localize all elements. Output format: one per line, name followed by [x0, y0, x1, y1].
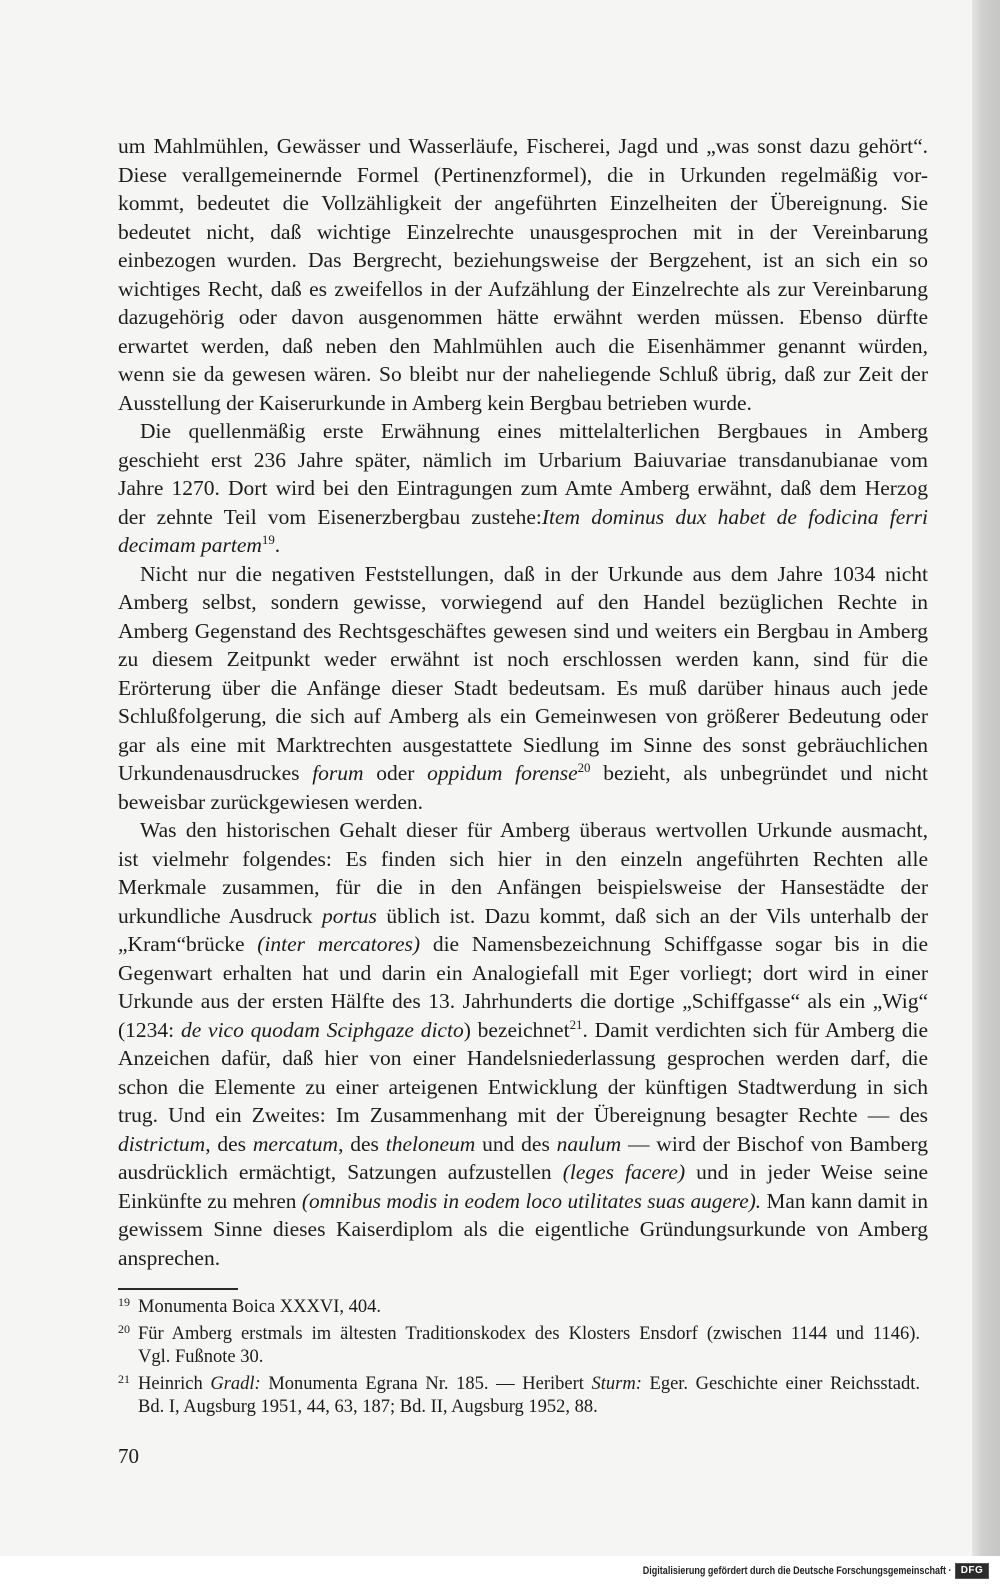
- text-line: [118, 1215, 928, 1244]
- text-run: , des: [338, 1131, 386, 1156]
- text-run: wichtiges Recht, daß es zweifellos in der Aufzählung der Einzelrechte als zur Vereinbarung: [118, 276, 928, 301]
- paragraph: [118, 417, 928, 560]
- text-run: gewissem Sinne dieses Kaiserdiplom als die eigentliche Gründungsurkunde von Amberg: [118, 1217, 928, 1241]
- paragraph: [118, 132, 928, 417]
- text-run: wenn sie da gewesen wären. So bleibt nur der naheliegende Schluß übrig, daß zur Zeit der: [118, 362, 928, 386]
- text-run: geschieht erst 236 Jahre später, nämlich im Urbarium Baiuvariae transdanubianae vom: [118, 447, 928, 472]
- text-line: [118, 1101, 928, 1130]
- italic-text: decimam partem: [118, 533, 262, 557]
- text-run: Jahre 1270. Dort wird bei den Eintragungen zum Amte Amberg erwähnt, daß dem Herzog: [118, 476, 928, 500]
- text-line: [118, 617, 928, 646]
- text-run: Ausstellung der Kaiserurkunde in Amberg kein Bergbau betrieben wurde.: [118, 390, 752, 415]
- text-run: bedeutet nicht, daß wichtige Einzelrechte unausgesprochen mit in der Vereinbarung: [118, 219, 928, 244]
- footnote-line: [138, 1396, 920, 1420]
- footnote-line: [138, 1296, 920, 1320]
- text-line: [118, 560, 928, 589]
- body-text: [118, 132, 928, 1272]
- text-line: [118, 161, 928, 190]
- text-run: Erörterung über die Anfänge dieser Stadt bedeutsam. Es muß darüber hinaus auch jede: [118, 675, 928, 700]
- italic-text: Gradl:: [210, 1373, 261, 1394]
- text-run: Was den historischen Gehalt dieser für Amberg überaus wertvollen Urkunde ausmacht,: [140, 818, 928, 842]
- italic-text: Sturm:: [591, 1373, 642, 1394]
- page-number: 70: [118, 1444, 139, 1468]
- text-run: Merkmale zusammen, für die in den Anfängen beispielsweise der Hansestädte der: [118, 875, 928, 899]
- italic-text: Item dominus dux habet de fodicina ferri: [541, 504, 928, 529]
- text-line: [118, 845, 928, 874]
- paragraph: [118, 560, 928, 817]
- footnote: [118, 1296, 920, 1320]
- text-line: [118, 1244, 928, 1273]
- italic-text: portus: [321, 903, 377, 928]
- text-run: ausdrücklich ermächtigt, Satzungen aufzustellen: [118, 1160, 563, 1184]
- text-run: Anzeichen dafür, daß hier von einer Handelsniederlassung gesprochen werden darf, die: [118, 1046, 928, 1070]
- text-run: .: [274, 533, 281, 557]
- text-run: erwartet werden, daß neben den Mahlmühlen auch die Eisenhämmer genannt würden,: [118, 333, 928, 358]
- text-run: Urkunde aus der ersten Hälfte des 13. Jahrhunderts die dortige „Schiffgasse“ als ein „Wig“: [118, 989, 928, 1013]
- text-run: der zehnte Teil vom Eisenerzbergbau zustehe:: [118, 504, 542, 529]
- italic-text: theloneum: [385, 1131, 476, 1156]
- italic-text: (inter mercatores): [257, 932, 421, 956]
- footnotes: [118, 1296, 920, 1420]
- footnote: [118, 1323, 920, 1370]
- text-run: Für Amberg erstmals im ältesten Traditionskodex des Klosters Ensdorf (zwischen 1144 und 1146).: [138, 1323, 920, 1344]
- footnote-number: 20: [118, 1321, 130, 1336]
- text-run: um Mahlmühlen, Gewässer und Wasserläufe, Fischerei, Jagd und „was sonst dazu gehört“.: [118, 134, 928, 158]
- footnote-line: [138, 1346, 920, 1370]
- footnote-reference: 19: [261, 533, 275, 548]
- footnote: [118, 1373, 920, 1420]
- text-line: [118, 417, 928, 446]
- text-run: Die quellenmäßig erste Erwähnung eines mittelalterlichen Bergbaues in Amberg: [140, 419, 928, 443]
- text-run: Man kann damit in: [761, 1188, 929, 1213]
- text-line: [118, 873, 928, 902]
- text-run: und des: [475, 1131, 557, 1156]
- text-line: [118, 246, 928, 275]
- text-run: Diese verallgemeinernde Formel (Pertinenzformel), die in Urkunden regelmäßig vor-: [118, 162, 928, 187]
- text-line: [118, 759, 928, 788]
- footnote-reference: 21: [569, 1017, 583, 1032]
- text-line: [118, 788, 928, 817]
- italic-text: de vico quodam Sciphgaze dicto: [180, 1017, 464, 1042]
- text-run: Monumenta Egrana Nr. 185. — Heribert: [260, 1373, 592, 1394]
- italic-text: forum: [312, 761, 364, 785]
- text-line: [118, 1073, 928, 1102]
- text-run: bezieht, als unbegründet und nicht: [590, 761, 928, 785]
- text-line: [118, 360, 928, 389]
- text-line: [118, 189, 928, 218]
- text-run: Gegenwart erhalten hat und darin ein Analogiefall mit Eger vorliegt; dort wird in einer: [118, 960, 928, 985]
- text-line: [118, 1158, 928, 1187]
- text-line: [118, 303, 928, 332]
- text-run: gar als eine mit Marktrechten ausgestattete Siedlung im Sinne des sonst gebräuchlichen: [118, 732, 928, 757]
- text-run: ansprechen.: [118, 1245, 221, 1270]
- text-line: [118, 816, 928, 845]
- text-run: schon die Elemente zu einer arteigenen Entwicklung der künftigen Stadtwerdung in sich: [118, 1074, 928, 1099]
- text-run: oder: [363, 761, 428, 785]
- text-line: [118, 332, 928, 361]
- footnote-line: [138, 1373, 920, 1397]
- text-run: . Damit verdichten sich für Amberg die: [582, 1017, 928, 1042]
- text-run: urkundliche Ausdruck: [118, 903, 322, 928]
- italic-text: oppidum forense: [427, 761, 578, 785]
- text-run: Schlußfolgerung, die sich auf Amberg als ein Gemeinwesen von größerer Bedeutung oder: [118, 704, 928, 728]
- italic-text: districtum: [118, 1131, 206, 1156]
- text-run: Vgl. Fußnote 30.: [138, 1347, 264, 1367]
- text-run: Amberg Gegenstand des Rechtsgeschäftes gewesen sind und weiters ein Bergbau in Amberg: [118, 618, 928, 643]
- text-line: [118, 389, 928, 418]
- footnote-number: 19: [118, 1295, 130, 1309]
- text-run: beweisbar zurückgewiesen werden.: [118, 789, 424, 814]
- text-run: trug. Und ein Zweites: Im Zusammenhang mit der Übereignung besagter Rechte — des: [118, 1103, 928, 1127]
- text-line: [118, 645, 928, 674]
- text-line: [118, 503, 928, 532]
- text-run: Bd. I, Augsburg 1951, 44, 63, 187; Bd. II, Augsburg 1952, 88.: [138, 1397, 598, 1417]
- text-line: [118, 1130, 928, 1159]
- scan-edge: [972, 0, 1000, 1556]
- text-line: [118, 902, 928, 931]
- footnote-number: 21: [118, 1371, 130, 1386]
- text-line: [118, 930, 928, 959]
- paragraph: [118, 816, 928, 1272]
- text-line: [118, 446, 928, 475]
- text-line: [118, 1187, 928, 1216]
- text-run: üblich ist. Dazu kommt, daß sich an der Vils unterhalb der: [376, 903, 928, 928]
- footnote-reference: 20: [577, 761, 591, 776]
- text-line: [118, 674, 928, 703]
- text-run: kommt, bedeutet die Vollzähligkeit der angeführten Einzelheiten der Übereignung. Sie: [118, 191, 928, 215]
- text-line: [118, 959, 928, 988]
- text-run: zu diesem Zeitpunkt weder erwähnt ist noch erschlossen werden kann, sind für die: [118, 647, 928, 671]
- italic-text: (omnibus modis in eodem loco utilitates suas augere).: [301, 1188, 762, 1213]
- text-line: [118, 987, 928, 1016]
- text-run: die Namensbezeichnung Schiffgasse sogar bis in die: [420, 932, 928, 956]
- text-run: Amberg selbst, sondern gewisse, vorwiegend auf den Handel bezüglichen Rechte in: [118, 590, 928, 614]
- text-line: [118, 731, 928, 760]
- dfg-logo: DFG: [955, 1563, 989, 1579]
- text-run: , des: [205, 1131, 253, 1156]
- text-run: Einkünfte zu mehren: [118, 1188, 302, 1213]
- text-run: ist vielmehr folgendes: Es finden sich hier in den einzeln angeführten Rechten alle: [118, 846, 928, 871]
- text-run: (1234:: [118, 1017, 181, 1042]
- text-run: Monumenta Boica XXXVI, 404.: [138, 1297, 382, 1317]
- text-line: [118, 702, 928, 731]
- text-line: [118, 275, 928, 304]
- text-run: Nicht nur die negativen Feststellungen, daß in der Urkunde aus dem Jahre 1034 nicht: [140, 561, 928, 586]
- text-run: Urkundenausdruckes: [118, 761, 313, 785]
- italic-text: mercatum: [252, 1131, 339, 1156]
- text-line: [118, 218, 928, 247]
- text-line: [118, 1016, 928, 1045]
- text-run: einbezogen wurden. Das Bergrecht, beziehungsweise der Bergzehent, ist an sich ein so: [118, 248, 928, 272]
- text-run: Eger. Geschichte einer Reichsstadt.: [641, 1373, 921, 1394]
- text-line: [118, 531, 928, 560]
- italic-text: (leges facere): [562, 1160, 686, 1184]
- digitization-credit: Digitalisierung gefördert durch die Deutsche Forschungsgemeinschaft ·: [643, 1565, 952, 1577]
- text-run: ) bezeichnet: [463, 1017, 570, 1042]
- italic-text: naulum: [556, 1131, 622, 1156]
- text-run: dazugehörig oder davon ausgenommen hätte erwähnt werden müssen. Ebenso dürfte: [118, 305, 928, 329]
- text-line: [118, 588, 928, 617]
- footnote-line: [138, 1323, 920, 1347]
- text-run: Heinrich: [138, 1373, 211, 1394]
- text-line: [118, 132, 928, 161]
- text-run: „Kram“brücke: [118, 932, 258, 956]
- footnote-rule: [118, 1288, 238, 1290]
- text-line: [118, 474, 928, 503]
- text-line: [118, 1044, 928, 1073]
- text-run: und in jeder Weise seine: [685, 1160, 928, 1184]
- text-run: — wird der Bischof von Bamberg: [621, 1131, 928, 1156]
